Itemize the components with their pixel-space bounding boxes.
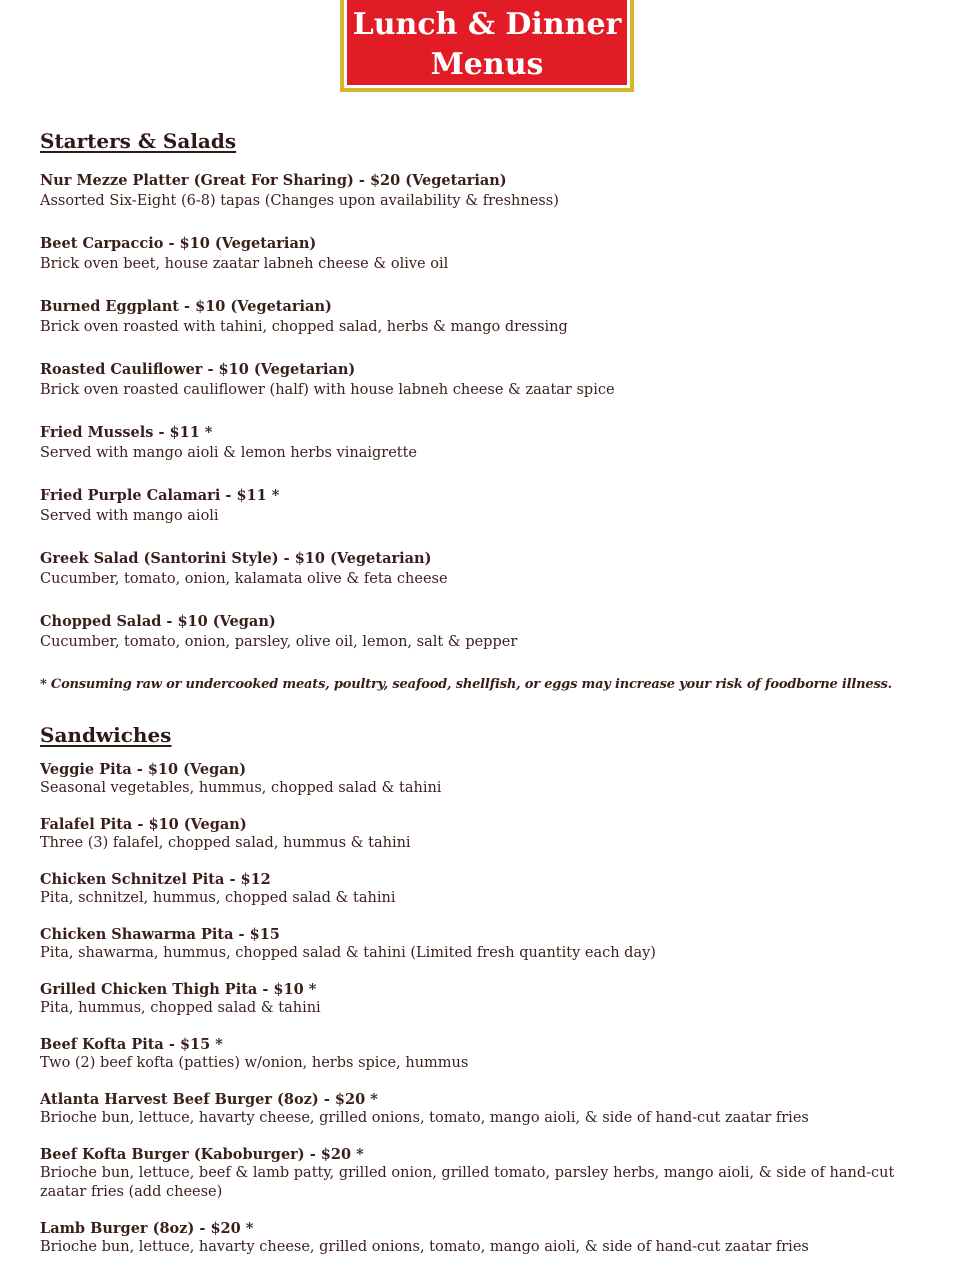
menu-title-banner [340,0,634,92]
menu-item-description: Brioche bun, lettuce, beef & lamb patty, grilled onion, grilled tomato, parsley herbs, mango aioli, & side of hand-cut zaatar fries (add cheese) [40,1165,895,1200]
menu-item-name: Falafel Pita - $10 (Vegan) [40,816,247,833]
menu-item [40,485,940,527]
sandwiches-section [40,720,940,1257]
menu-item [40,980,940,1018]
menu-item-description: Served with mango aioli [40,508,219,524]
menu-item-name: Atlanta Harvest Beef Burger (8oz) - $20 * [40,1091,378,1108]
menu-title-line-1: Lunch & Dinner [352,7,622,42]
menu-item-description: Pita, schnitzel, hummus, chopped salad & tahini [40,890,396,906]
menu-item-description: Brick oven roasted with tahini, chopped salad, herbs & mango dressing [40,319,568,335]
menu-item-name: Chicken Schnitzel Pita - $12 [40,871,271,888]
menu-item-description: Brick oven beet, house zaatar labneh cheese & olive oil [40,256,449,272]
starters-section [40,126,940,695]
menu-item [40,611,940,653]
menu-item [40,296,940,338]
menu-item [40,170,940,212]
menu-item-name: Nur Mezze Platter (Great For Sharing) - $20 (Vegetarian) [40,172,507,189]
menu-item-description: Cucumber, tomato, onion, kalamata olive & feta cheese [40,571,448,587]
menu-item-description: Served with mango aioli & lemon herbs vinaigrette [40,445,418,461]
menu-item [40,233,940,275]
menu-item-name: Roasted Cauliflower - $10 (Vegetarian) [40,361,356,378]
menu-item-description: Pita, shawarma, hummus, chopped salad & tahini (Limited fresh quantity each day) [40,945,656,961]
menu-item-description: Pita, hummus, chopped salad & tahini [40,1000,321,1016]
menu-item [40,422,940,464]
menu-item-name: Grilled Chicken Thigh Pita - $10 * [40,981,317,998]
menu-item-name: Chopped Salad - $10 (Vegan) [40,613,276,630]
menu-item-name: Beef Kofta Pita - $15 * [40,1036,223,1053]
menu-title-line-2: Menus [430,47,544,82]
menu-content [40,126,940,1257]
menu-item-name: Beet Carpaccio - $10 (Vegetarian) [40,235,317,252]
menu-item-name: Beef Kofta Burger (Kaboburger) - $20 * [40,1146,364,1163]
menu-item [40,760,940,798]
menu-item-description: Brioche bun, lettuce, havarty cheese, grilled onions, tomato, mango aioli, & side of hand-cut zaatar fries [40,1239,809,1255]
menu-item [40,870,940,908]
menu-item-description: Brick oven roasted cauliflower (half) with house labneh cheese & zaatar spice [40,382,615,398]
menu-title [347,0,627,85]
menu-item-name: Fried Mussels - $11 * [40,424,213,441]
menu-item-description: Cucumber, tomato, onion, parsley, olive oil, lemon, salt & pepper [40,634,518,650]
menu-item [40,1145,940,1202]
menu-item-description: Three (3) falafel, chopped salad, hummus & tahini [40,835,411,851]
menu-item [40,359,940,401]
food-safety-disclaimer: * Consuming raw or undercooked meats, poultry, seafood, shellfish, or eggs may increase your risk of foodborne illness. [40,677,893,692]
section-title-sandwiches: Sandwiches [40,723,172,747]
menu-item-name: Lamb Burger (8oz) - $20 * [40,1220,254,1237]
menu-item [40,925,940,963]
menu-item-description: Brioche bun, lettuce, havarty cheese, grilled onions, tomato, mango aioli, & side of hand-cut zaatar fries [40,1110,809,1126]
menu-item [40,815,940,853]
menu-item-name: Fried Purple Calamari - $11 * [40,487,280,504]
menu-item-description: Two (2) beef kofta (patties) w/onion, herbs spice, hummus [40,1055,469,1071]
menu-item [40,1035,940,1073]
section-title-starters: Starters & Salads [40,129,237,153]
menu-item [40,1219,940,1257]
menu-item [40,548,940,590]
menu-item-name: Greek Salad (Santorini Style) - $10 (Vegetarian) [40,550,432,567]
menu-item-description: Seasonal vegetables, hummus, chopped salad & tahini [40,780,442,796]
menu-item [40,1090,940,1128]
menu-item-name: Chicken Shawarma Pita - $15 [40,926,280,943]
menu-item-name: Burned Eggplant - $10 (Vegetarian) [40,298,332,315]
menu-item-name: Veggie Pita - $10 (Vegan) [40,761,247,778]
menu-item-description: Assorted Six-Eight (6-8) tapas (Changes upon availability & freshness) [40,193,559,209]
